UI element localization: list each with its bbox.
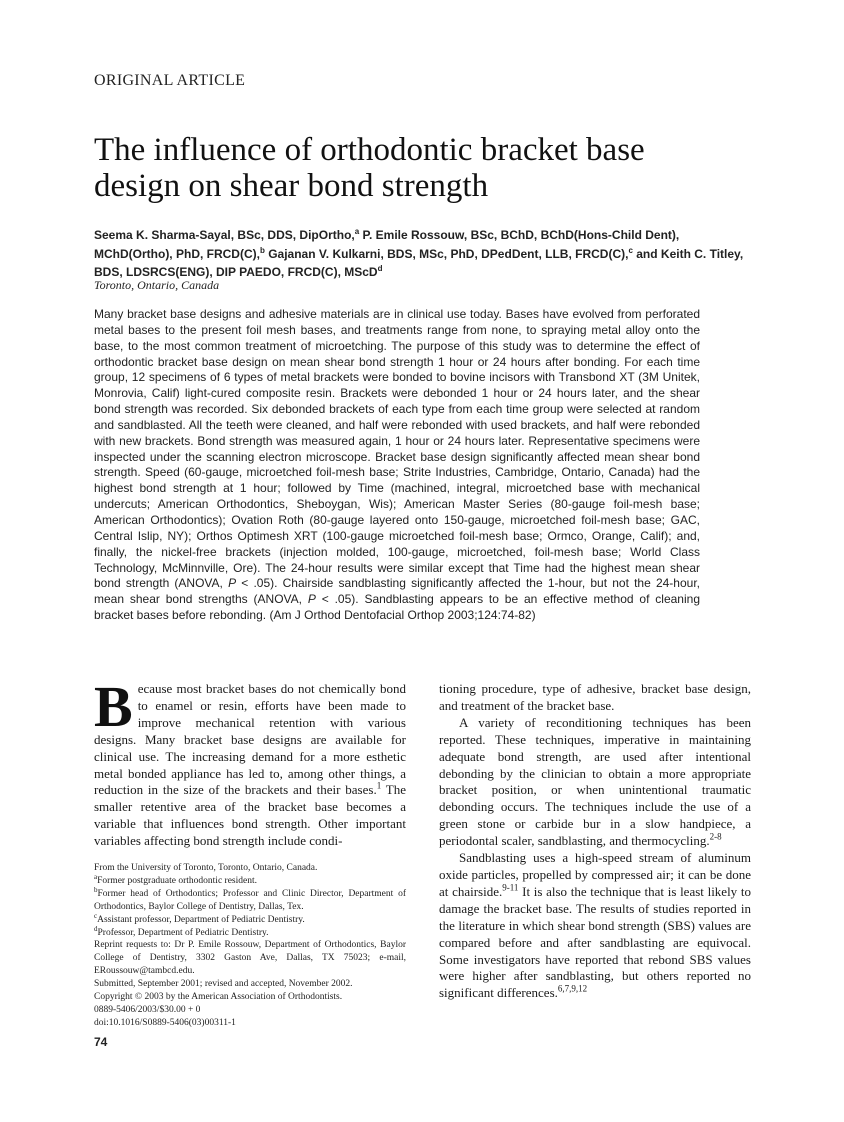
author-2-mark: b <box>259 245 265 255</box>
sandblasting-text-1: Sandblasting uses a high-speed stream of aluminum oxide particles, propelled by compressed air; it can be done at chairside. <box>439 850 751 899</box>
footnote-doi: doi:10.1016/S0889-5406(03)00311-1 <box>94 1017 236 1028</box>
author-list <box>94 226 754 282</box>
author-1-mark: a <box>354 227 360 236</box>
footnote-d-text: Professor, Department of Pediatric Dentistry. <box>97 927 269 938</box>
drop-cap: B <box>94 674 133 739</box>
paragraph-sandblasting <box>439 850 751 1002</box>
footnote-issn: 0889-5406/2003/$30.00 + 0 <box>94 1004 201 1015</box>
reconditioning-text: A variety of reconditioning techniques has been reported. These techniques, imperative in maintaining adequate bond strength, are used after intentional debonding by the clinician to obtain a more appropriate bracket position, or when unintentional traumatic debonding occurs. The techniques include the use of a green stone or carbide bur in a slow handpiece, a periodontal scaler, sandblasting, and thermocycling. <box>439 714 751 849</box>
abstract-text-2: < .05). Chairside sandblasting significantly affected the 1-hour, but not the 24-hour, mean shear bond strengths (ANOVA, <box>94 576 700 607</box>
sandblasting-text-2: It is also the technique that is least likely to damage the bracket base. The results of studies reported in the literature in which shear bond strength (SBS) values are compared before and after sandblasting are equivocal. Some investigators have reported that rebond SBS values were higher after sandblasting, but others reported no significant differences. <box>439 883 751 1001</box>
author-1: Seema K. Sharma-Sayal, BSc, DDS, DipOrtho, <box>94 228 355 242</box>
title-line-2: design on shear bond strength <box>94 168 489 204</box>
author-3-mark: c <box>628 245 633 255</box>
footnote-reprint: Reprint requests to: Dr P. Emile Rossouw, Department of Orthodontics, Baylor College of Dentistry, 3302 Gaston Ave, Dallas, TX 75023; e-mail, ERoussouw@tambcd.edu. <box>94 940 406 977</box>
body-column-left <box>94 674 406 850</box>
citation-ref: 6,7,9,12 <box>557 983 588 994</box>
footnote-a-mark: a <box>94 872 98 881</box>
author-3: Gajanan V. Kulkarni, BDS, MSc, PhD, DPedDent, LLB, FRCD(C), <box>264 246 629 261</box>
footnote-c-mark: c <box>94 911 98 920</box>
abstract-p-value-2: P <box>307 592 316 607</box>
citation-ref: 9-11 <box>502 882 519 893</box>
paragraph-continued: tioning procedure, type of adhesive, bracket base design, and treatment of the bracket base. <box>439 681 751 713</box>
section-label: ORIGINAL ARTICLE <box>94 72 246 89</box>
abstract <box>94 307 700 624</box>
article-title <box>94 132 754 204</box>
author-4-mark: d <box>377 264 383 273</box>
footnote-copyright: Copyright © 2003 by the American Association of Orthodontists. <box>94 992 343 1003</box>
footnote-b-text: Former head of Orthodontics; Professor and Clinic Director, Department of Orthodontics, Baylor College of Dentistry, Dallas, Tex. <box>94 888 406 912</box>
footnote-c-text: Assistant professor, Department of Pediatric Dentistry. <box>97 914 305 925</box>
footnote-c <box>94 911 406 927</box>
abstract-p-value-1: P <box>228 576 237 591</box>
author-2: P. Emile Rossouw, BSc, BChD, BChD(Hons-Child Dent), MChD(Ortho), PhD, FRCD(C), <box>94 228 680 261</box>
footnote-submitted: Submitted, September 2001; revised and accepted, November 2002. <box>94 979 353 990</box>
paragraph-reconditioning <box>439 715 751 850</box>
footnote-a-text: Former postgraduate orthodontic resident. <box>97 875 257 886</box>
footnote-b-mark: b <box>94 885 98 894</box>
footnote-a <box>94 872 406 888</box>
abstract-text-3: < .05). Sandblasting appears to be an effective method of cleaning bracket bases before rebonding. (Am J Orthod Dentofacial Orthop 2003;124:74-82) <box>94 592 700 623</box>
page-number: 74 <box>94 1035 108 1049</box>
citation-ref: 2-8 <box>709 831 722 842</box>
author-4: and Keith C. Titley, BDS, LDSRCS(ENG), DIP PAEDO, FRCD(C), MScD <box>94 246 744 279</box>
abstract-text-1: Many bracket base designs and adhesive materials are in clinical use today. Bases have evolved from perforated metal bases to the present foil mesh bases, and treatments range from none, to spraying metal alloy onto the base, to the most common treatment of microetching. The purpose of this study was to determine the effect of orthodontic bracket base design on mean shear bond strength 1 hour or 24 hours after bonding. For each time group, 12 specimens of 6 types of metal brackets were bonded to bovine incisors with Transbond XT (3M Unitek, Monrovia, Calif) light-cured composite resin. Brackets were debonded 1 hour or 24 hours later, and the shear bond strength was recorded. Six debonded brackets of each type from each time group were selected at random and sandblasted. All the teeth were cleaned, and half were rebonded with used brackets, and half were rebonded with new brackets. Bond strength was measured again, 1 hour or 24 hours later. Representative specimens were inspected under the scanning electron microscope. Bracket base design significantly affected mean shear bond strength. Speed (60-gauge, microetched foil-mesh base; Strite Industries, Cambridge, Ontario, Canada) had the highest bond strength at 1 hour; followed by Time (machined, integral, microetched base with mechanical undercuts; American Orthodontics, Sheboygan, Wis); American Master Series (80-gauge foil-mesh base; American Orthodontics); Ovation Roth (80-gauge layered onto 150-gauge, microetched foil-mesh base; GAC, Central Islip, NY); Orthos Optimesh XRT (100-gauge microetched foil-mesh base; Ormco, Orange, Calif); and, finally, the nickel-free brackets (injection molded, 100-gauge, microetched, foil-mesh base; World Class Technology, McMinnville, Ore). The 24-hour results were similar except that Time had the highest mean shear bond strength (ANOVA, <box>94 307 700 591</box>
intro-text-cont: The smaller retentive area of the bracket base becomes a variable that influences bond strength. Other important variables affecting bond strength include condi- <box>94 782 406 849</box>
body-column-right <box>439 681 751 1002</box>
footnote-b <box>94 885 406 914</box>
footnote-d-mark: d <box>94 924 98 933</box>
intro-paragraph <box>94 674 406 850</box>
footnote-d <box>94 924 406 940</box>
affiliation-footnotes <box>94 862 406 1030</box>
title-line-1: The influence of orthodontic bracket base <box>94 132 645 168</box>
footnote-from: From the University of Toronto, Toronto, Ontario, Canada. <box>94 863 318 873</box>
intro-text: ecause most bracket bases do not chemically bond to enamel or resin, efforts have been made to improve mechanical retention with various designs. Many bracket base designs are available for clinical use. The increasing demand for a more esthetic metal bonded appliance has led to, among other things, a reduction in the size of the brackets and their bases. <box>94 681 406 798</box>
citation-ref: 1 <box>376 781 382 792</box>
author-location: Toronto, Ontario, Canada <box>94 278 220 292</box>
